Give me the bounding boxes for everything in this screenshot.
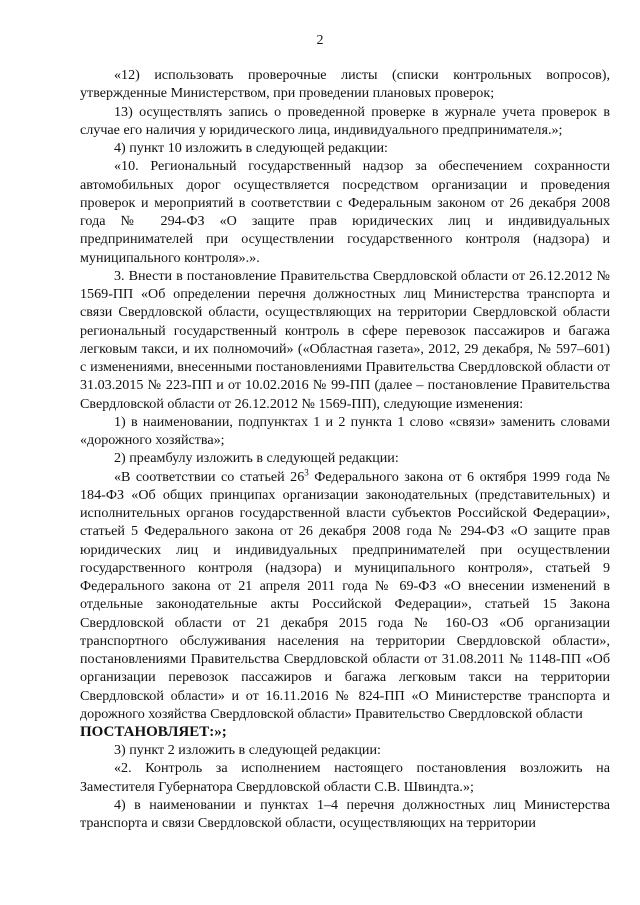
paragraph-amendment-4: 4) в наименовании и пунктах 1–4 перечня должностных лиц Министерства транспорта и связи Свердловской области, осуществляющих на территории: [80, 796, 610, 831]
paragraph-item-13: 13) осуществлять запись о проведенной проверке в журнале учета проверок в случае его наличия у юридического лица, индивидуального предпринимателя.»;: [80, 103, 610, 138]
paragraph-preamble: [80, 468, 610, 724]
paragraph-point-2-text: «2. Контроль за исполнением настоящего постановления возложить на Заместителя Губернатора Свердловской области С.В. Швиндта.»;: [80, 760, 610, 795]
page-number: 2: [316, 33, 324, 48]
preamble-text-end: Федерального закона от 6 октября 1999 года № 184-ФЗ «Об общих принципах организации законодательных (представительных) и исполнительных органов государственной власти субъектов Российской Федерации», статьей 5 Федерального закона от 26 декабря 2008 года № 294-ФЗ «О защите прав юридических лиц и индивидуальных предпринимателей при осуществлении государственного контроля (надзора) и муниципального контроля», статьей 9 Федерального закона от 21 апреля 2011 года № 69-ФЗ «О внесении изменений в отдельные законодательные акты Российской Федерации», статьей 15 Закона Свердловской области от 21 декабря 2015 года № 160-ОЗ «Об организации транспортного обслуживания населения на территории Свердловской области», постановлениями Правительства Свердловской области от 31.08.2011 № 1148-ПП «Об организации перевозок пассажиров и багажа легковым такси на территории Свердловской области» и от 16.11.2016 № 824-ПП «О Министерстве транспорта и дорожного хозяйства Свердловской области» Правительство Свердловской области: [80, 468, 610, 722]
paragraph-point-10-intro: 4) пункт 10 изложить в следующей редакции:: [114, 140, 388, 156]
postanovlyaet-heading: ПОСТАНОВЛЯЕТ:»;: [80, 724, 227, 740]
preamble-text-start: «В соответствии со статьей 26: [114, 468, 305, 485]
paragraph-amendment-1: 1) в наименовании, подпунктах 1 и 2 пункта 1 слово «связи» заменить словами «дорожного хозяйства»;: [80, 413, 610, 448]
paragraph-section-3: 3. Внести в постановление Правительства Свердловской области от 26.12.2012 № 1569-ПП «Об определении перечня должностных лиц Министерства транспорта и связи Свердловской области, осуществляющих на территории Свердловской области региональный государственный контроль в сфере перевозок пассажиров и багажа легковым такси, и их полномочий» («Областная газета», 2012, 29 декабря, № 597–601) с изменениями, внесенными постановлениями Правительства Свердловской области от 31.03.2015 № 223-ПП и от 10.02.2016 № 99-ПП (далее – постановление Правительства Свердловской области от 26.12.2012 № 1569-ПП), следующие изменения:: [80, 267, 610, 412]
paragraph-item-12: «12) использовать проверочные листы (списки контрольных вопросов), утвержденные Министерством, при проведении плановых проверок;: [80, 67, 610, 102]
paragraph-point-10-text: «10. Региональный государственный надзор за обеспечением сохранности автомобильных дорог осуществляется посредством организации и проведения проверок и мероприятий в соответствии с Федеральным законом от 26 декабря 2008 года № 294-ФЗ «О защите прав юридических лиц и индивидуальных предпринимателей при осуществлении государственного контроля (надзора) и муниципального контроля».».: [80, 158, 610, 266]
document-body: [80, 66, 610, 832]
paragraph-amendment-2: 2) преамбулу изложить в следующей редакции:: [114, 450, 399, 467]
article-superscript: 3: [304, 466, 309, 477]
paragraph-amendment-3: 3) пункт 2 изложить в следующей редакции:: [114, 742, 381, 758]
